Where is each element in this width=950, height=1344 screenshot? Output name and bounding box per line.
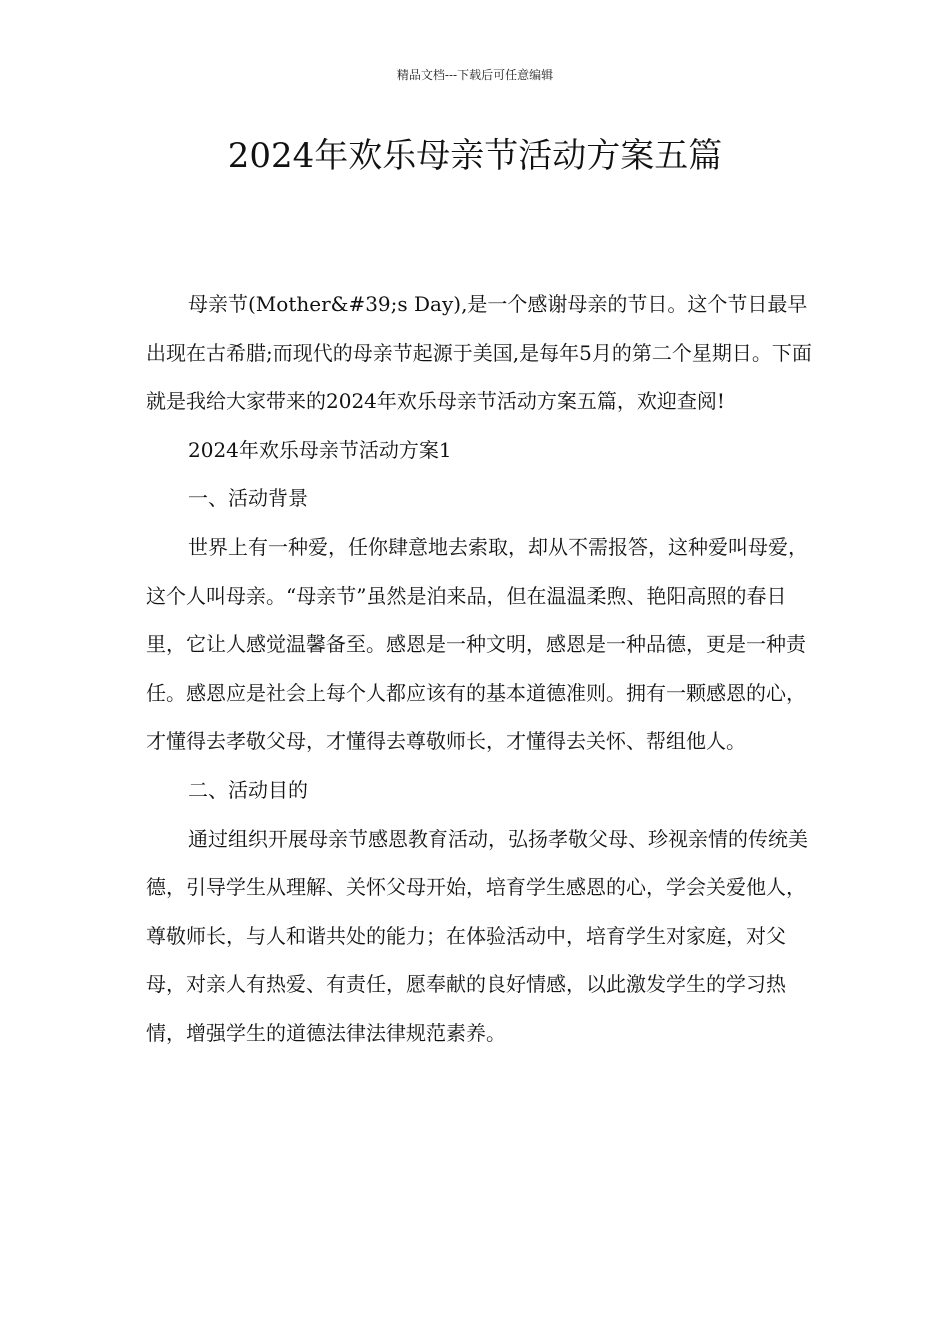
header-note: 精品文档---下载后可任意编辑 — [396, 68, 554, 82]
purpose-paragraph: 通过组织开展母亲节感恩教育活动，弘扬孝敬父母、珍视亲情的传统美德，引导学生从理解、关怀父母开始，培育学生感恩的心，学会关爱他人，尊敬师长，与人和谐共处的能力；在体验活动中，培育学生对家庭，对父母，对亲人有热爱、有责任，愿奉献的良好情感，以此激发学生的学习热情，增强学生的道德法律法律规范素养。 — [146, 826, 808, 1045]
section-title-plan-1: 2024年欢乐母亲节活动方案1 — [188, 437, 452, 462]
heading-background: 一、活动背景 — [188, 486, 308, 511]
intro-paragraph: 母亲节(Mother&#39;s Day),是一个感谢母亲的节日。这个节日最早出现在古希腊;而现代的母亲节起源于美国,是每年5月的第二个星期日。下面就是我给大家带来的2024年欢乐母亲节活动方案五篇，欢迎查阅! — [146, 292, 812, 414]
document-title: 2024年欢乐母亲节活动方案五篇 — [227, 136, 723, 176]
background-paragraph: 世界上有一种爱，任你肆意地去索取，却从不需报答，这种爱叫母爱，这个人叫母亲。“母亲节”虽然是泊来品，但在温温柔煦、艳阳高照的春日里，它让人感觉温馨备至。感恩是一种文明，感恩是一种品德，更是一种责任。感恩应是社会上每个人都应该有的基本道德准则。拥有一颗感恩的心，才懂得去孝敬父母，才懂得去尊敬师长，才懂得去关怀、帮组他人。 — [146, 534, 808, 754]
heading-purpose: 二、活动目的 — [188, 777, 308, 802]
document-body — [146, 280, 814, 1058]
